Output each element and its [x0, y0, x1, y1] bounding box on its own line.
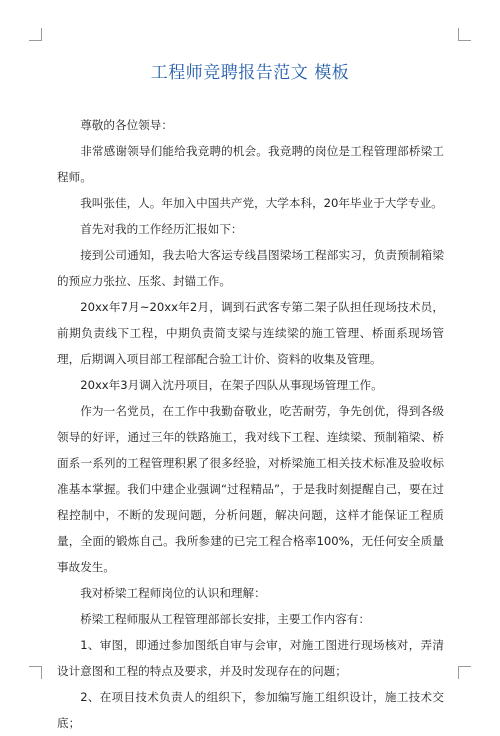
paragraph: 20xx年3月调入沈丹项目，在架子四队从事现场管理工作。 — [80, 378, 383, 392]
paragraph: 2、在项目技术负责人的组织下，参加编写施工组织设计，施工技术交底； — [57, 690, 444, 730]
paragraph: 我对桥梁工程师岗位的认识和理解： — [80, 586, 266, 600]
salutation: 尊敬的各位领导： — [80, 118, 173, 132]
document-title: 工程师竞聘报告范文 模板 — [150, 63, 350, 83]
crop-mark-bottom-right — [458, 666, 471, 679]
paragraph: 桥梁工程师服从工程管理部部长安排，主要工作内容有： — [80, 612, 371, 626]
paragraph: 接到公司通知，我去哈大客运专线昌图梁场工程部实习，负责预制箱梁的预应力张拉、压浆、封锚工作。 — [57, 248, 444, 288]
paragraph: 20xx年7月~20xx年2月，调到石武客专第二架子队担任现场技术员，前期负责线下工程，中期负责简支梁与连续梁的施工管理、桥面系现场管理，后期调入项目部工程部配合验工计价、资料的收集及管理。 — [57, 300, 444, 366]
crop-mark-top-right — [458, 28, 471, 41]
paragraph: 作为一名党员，在工作中我勤奋敬业，吃苦耐劳，争先创优，得到各级领导的好评，通过三年的铁路施工，我对线下工程、连续梁、预制箱梁、桥面系一系列的工程管理积累了很多经验，对桥梁施工相关技术标准及验收标准基本掌握。我们中建企业强调“过程精品”，于是我时刻提醒自己，要在过程控制中，不断的发现问题，分析问题，解决问题，这样才能保证工程质量，全面的锻炼自己。我所参建的已完工程合格率100%，无任何安全质量事故发生。 — [57, 404, 444, 574]
paragraph: 非常感谢领导们能给我竞聘的机会。我竞聘的岗位是工程管理部桥梁工程师。 — [57, 144, 444, 184]
document-body — [57, 112, 444, 736]
paragraph: 首先对我的工作经历汇报如下： — [80, 222, 243, 236]
paragraph: 1、审图，即通过参加图纸自审与会审，对施工图进行现场核对，弄清设计意图和工程的特点及要求，并及时发现存在的问题； — [57, 638, 444, 678]
crop-mark-top-left — [29, 28, 42, 41]
crop-mark-bottom-left — [29, 666, 42, 679]
paragraph: 我叫张佳，人。年加入中国共产党，大学本科，20年毕业于大学专业。 — [80, 196, 443, 210]
